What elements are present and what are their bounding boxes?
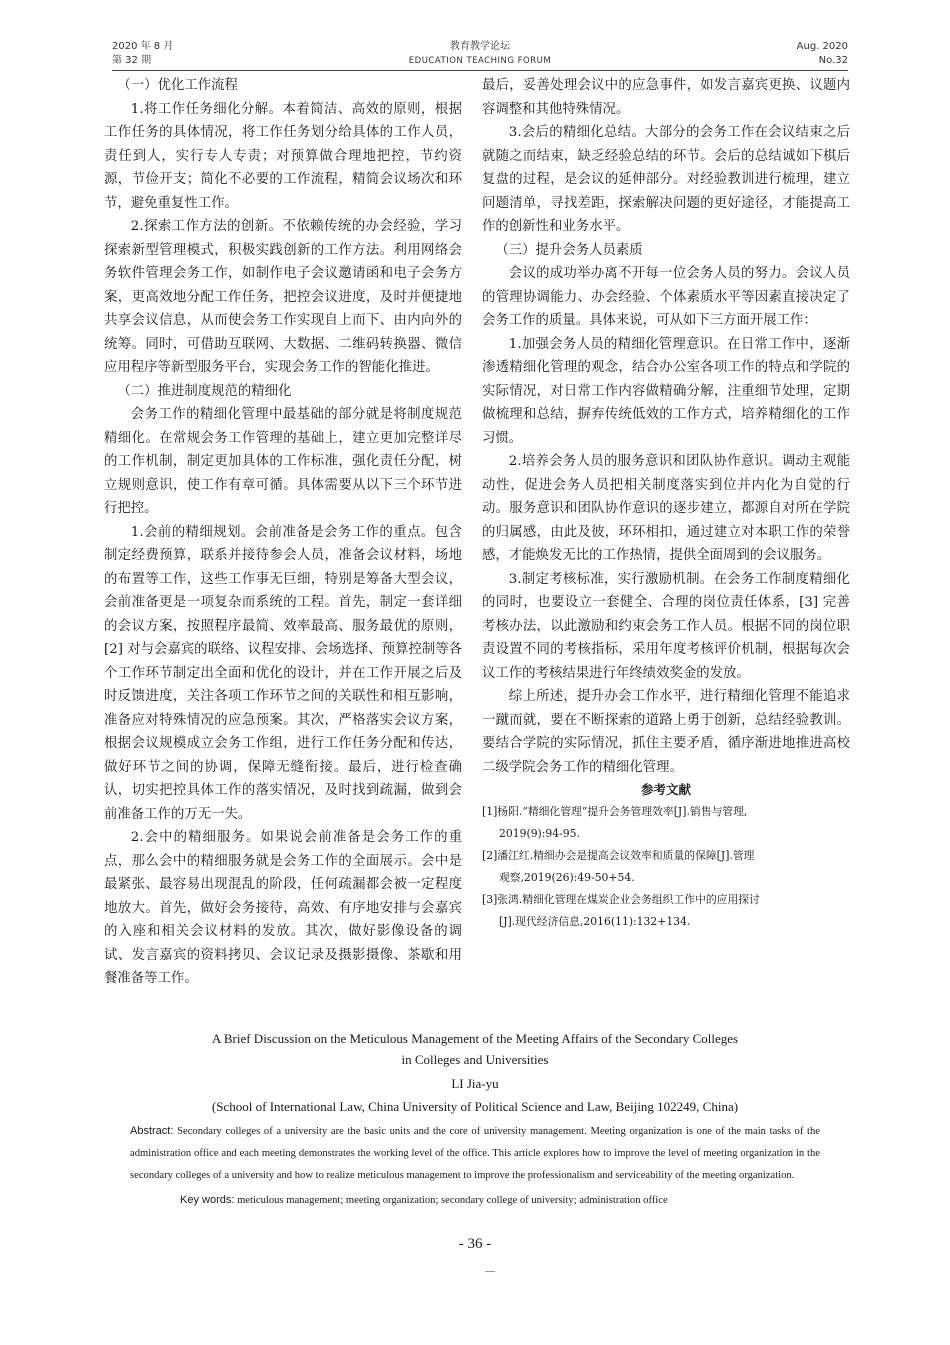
paragraph: 2.培养会务人员的服务意识和团队协作意识。调动主观能动性，促进会务人员把相关制度落实到位并内化为自觉的行动。服务意识和团队协作意识的逐步建立，都源自对所在学院的归属感，由此及彼，环环相扣，通过建立对本职工作的荣誉感，才能焕发无比的工作热情，提供全面周到的会议服务。 xyxy=(482,454,850,563)
english-title-line: A Brief Discussion on the Meticulous Management of the Meeting Affairs of the Secondary Colleges xyxy=(211,1031,739,1046)
reference-text: [1]杨阳.“精细化管理”提升会务管理效率[J].销售与管理, xyxy=(482,805,748,818)
keywords-label: Key words: xyxy=(180,1194,235,1206)
header-date-line: 2020 年 8 月 xyxy=(112,41,174,52)
running-header xyxy=(112,40,848,71)
paragraph: 1.会前的精细规划。会前准备是会务工作的重点。包含制定经费预算，联系并接待参会人员，准备会议材料，场地的布置等工作，这些工作事无巨细，特别是筹备大型会议，会前准备更是一项复杂而系统的工程。首先，制定一套详细的会议方案，按照程序最简、效率最高、服务最优的原则，[2] 对与会嘉宾的联络、议程安排、会场选择、预算控制等各个工作环节制定出全面和优化的设计，并在工作开展之后及时反馈进度，关注各项工作环节之间的关联性和相互影响，准备应对特殊情况的应急预案。其次，严格落实会议方案，根据会议规模成立会务工作组，进行工作任务分配和传达，做好环节之间的协调，保障无缝衔接。最后，进行检查确认，切实把控具体工作的落实情况，及时找到疏漏，做到会前准备工作的万无一失。 xyxy=(104,524,462,822)
paragraph: 会务工作的精细化管理中最基础的部分就是将制度规范精细化。在常规会务工作管理的基础上，建立更加完整详尽的工作机制，制定更加具体的工作标准，强化责任分配，树立规则意识，使工作有章可循。具体需要从以下三个环节进行把控。 xyxy=(104,407,462,516)
reference-item xyxy=(482,801,850,845)
abstract-text: Secondary colleges of a university are the basic units and the core of university management. Meeting organization is one of the main tasks of the administration office and each meeting demonstrates the working level of the office. This article explores how to improve the level of meeting organization in the secondary colleges of a university and how to realize meticulous management to improve the professionalism and serviceability of the meeting organization. xyxy=(130,1126,820,1181)
paragraph: 2.探索工作方法的创新。不依赖传统的办会经验，学习探索新型管理模式，积极实践创新的工作方法。利用网络会务软件管理会务工作，如制作电子会议邀请函和电子会务方案，更高效地分配工作任务，把控会议进度，及时并便捷地共享会议信息，从而使会务工作实现自上而下、由内向外的统筹。同时，可借助互联网、大数据、二维码转换器、微信应用程序等新型服务平台，实现会务工作的智能化推进。 xyxy=(104,219,462,375)
reference-item xyxy=(482,889,850,933)
section-heading: （二）推进制度规范的精细化 xyxy=(117,383,292,399)
reference-text: [2]潘江红.精细办会是提高会议效率和质量的保障[J].管理 xyxy=(482,849,755,862)
reference-text: 2019(9):94-95. xyxy=(499,827,580,840)
reference-item xyxy=(482,845,850,889)
keywords-text: meticulous management; meeting organization; secondary college of university; administration office xyxy=(234,1195,668,1206)
journal-name xyxy=(112,40,848,68)
english-abstract-block xyxy=(130,1028,820,1212)
english-keywords xyxy=(130,1189,820,1212)
left-column xyxy=(104,74,462,991)
header-issue-line: 第 32 期 xyxy=(112,55,152,66)
english-affiliation: (School of International Law, China University of Political Science and Law, Beijing 102249, China) xyxy=(211,1099,739,1114)
paragraph: 综上所述，提升办会工作水平，进行精细化管理不能追求一蹴而就，要在不断探索的道路上勇于创新，总结经验教训。要结合学院的实际情况，抓住主要矛盾，循序渐进地推进高校二级学院会务工作的精细化管理。 xyxy=(482,689,850,775)
reference-text: [3]张鸿.精细化管理在煤炭企业会务组织工作中的应用探讨 xyxy=(482,893,760,906)
english-title xyxy=(130,1028,820,1070)
paragraph: 1.将工作任务细化分解。本着简洁、高效的原则，根据工作任务的具体情况，将工作任务划分给具体的工作人员，责任到人，实行专人专责；对预算做合理地把控，节约资源，节俭开支；简化不必要的工作流程，精简会议场次和环节，避免重复性工作。 xyxy=(104,101,462,211)
paragraph: 3.制定考核标准，实行激励机制。在会务工作制度精细化的同时，也要设立一套健全、合理的岗位责任体系，[3] 完善考核办法，以此激励和约束会务工作人员。根据不同的岗位职责设置不同的考核指标，采用年度考核评价机制，根据每次会议工作的考核结果进行年终绩效奖金的发放。 xyxy=(482,571,850,681)
section-heading: （三）提升会务人员素质 xyxy=(495,242,643,258)
journal-name-cn: 教育教学论坛 xyxy=(450,41,510,52)
references-heading: 参考文献 xyxy=(640,782,691,797)
paragraph: 1.加强会务人员的精细化管理意识。在日常工作中，逐渐渗透精细化管理的观念，结合办公室各项工作的特点和学院的实际情况，对日常工作内容做精确分解，注重细节处理，定期做梳理和总结，摒弃传统低效的工作方式，培养精细化的工作习惯。 xyxy=(482,336,850,446)
header-date-en-line: Aug. 2020 xyxy=(796,41,848,52)
reference-text: 观察,2019(26):49-50+54. xyxy=(499,871,635,884)
header-issue-en-line: No.32 xyxy=(818,55,848,66)
section-heading: （一）优化工作流程 xyxy=(117,78,238,93)
header-date-en xyxy=(797,40,848,68)
paragraph: 3.会后的精细化总结。大部分的会务工作在会议结束之后就随之而结束，缺乏经验总结的环节。会后的总结诚如下棋后复盘的过程，是会议的延伸部分。对经验教训进行梳理，建立问题清单，寻找差距，探索解决问题的更好途径，才能提高工作的创新性和业务水平。 xyxy=(482,125,850,234)
english-author: LI Jia-yu xyxy=(451,1076,499,1091)
page-number: - 36 - xyxy=(458,1236,492,1252)
english-title-line: in Colleges and Universities xyxy=(401,1052,549,1067)
paragraph: 最后，妥善处理会议中的应急事件，如发言嘉宾更换、议题内容调整和其他特殊情况。 xyxy=(482,78,850,117)
paragraph: 2.会中的精细服务。如果说会前准备是会务工作的重点，那么会中的精细服务就是会务工作的全面展示。会中是最紧张、最容易出现混乱的阶段，任何疏漏都会被一定程度地放大。首先，做好会务接待，高效、有序地安排与会嘉宾的入座和相关会议材料的发放。其次，做好影像设备的调试、发言嘉宾的资料拷贝、会议记录及摄影摄像、茶歇和用餐准备等工作。 xyxy=(104,830,462,986)
reference-text: [J].现代经济信息,2016(11):132+134. xyxy=(499,915,691,928)
journal-name-en: EDUCATION TEACHING FORUM xyxy=(408,56,552,66)
right-column xyxy=(482,74,850,933)
footer-mark xyxy=(485,1271,495,1272)
english-abstract xyxy=(130,1120,820,1187)
abstract-label: Abstract: xyxy=(130,1125,174,1137)
paragraph: 会议的成功举办离不开每一位会务人员的努力。会议人员的管理协调能力、办会经验、个体素质水平等因素直接决定了会务工作的质量。具体来说，可从如下三方面开展工作： xyxy=(482,266,850,328)
